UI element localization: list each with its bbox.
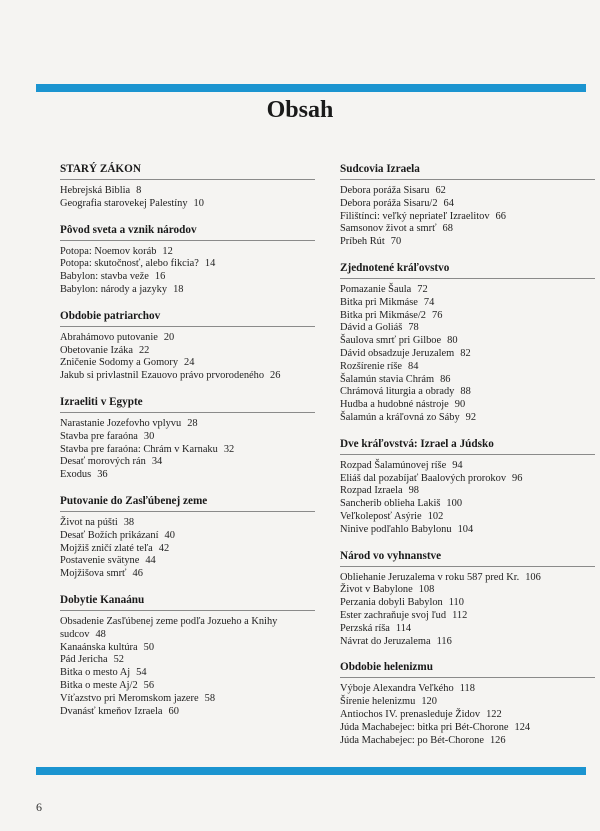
entry-title: Samsonov život a smrť — [340, 223, 437, 235]
entry-title: Potopa: Noemov koráb — [60, 245, 157, 257]
entry-title: Potopa: skutočnosť, alebo fikcia? — [60, 258, 199, 270]
toc-entry[interactable] — [60, 706, 315, 719]
toc-entry[interactable] — [340, 399, 595, 412]
toc-entry[interactable] — [340, 310, 595, 323]
toc-entry[interactable] — [60, 693, 315, 706]
entry-page-number: 18 — [173, 283, 184, 295]
toc-section-dve-kralovstva-izrael-a-judsko — [340, 438, 595, 537]
toc-entry[interactable] — [340, 722, 595, 735]
entry-page-number: 124 — [514, 721, 531, 733]
entry-title: Babylon: stavba veže — [60, 271, 149, 283]
entry-page-number: 82 — [460, 347, 471, 359]
toc-entry[interactable] — [340, 636, 595, 649]
entry-title: Bitka pri Mikmáse — [340, 296, 418, 308]
toc-section-sudcovia-izraela — [340, 163, 595, 249]
entry-page-number: 100 — [446, 498, 463, 510]
section-heading: Obdobie patriarchov — [60, 310, 315, 327]
entry-page-number: 24 — [184, 357, 195, 369]
entry-title: Ninive podľahlo Babylonu — [340, 523, 452, 535]
entry-page-number: 98 — [408, 485, 419, 497]
entry-page-number: 108 — [418, 584, 435, 596]
toc-section-stary-zakon — [60, 163, 315, 211]
entry-page-number: 52 — [113, 654, 124, 666]
entry-title: Stavba pre faraóna — [60, 430, 138, 442]
entry-page-number: 10 — [193, 197, 204, 209]
toc-entry[interactable] — [340, 412, 595, 425]
entry-page-number: 50 — [143, 641, 155, 653]
entry-page-number: 76 — [432, 309, 443, 321]
entry-page-number: 104 — [457, 523, 474, 535]
entry-title: Babylon: národy a jazyky — [60, 283, 168, 295]
entry-title: Debora poráža Sisaru — [340, 185, 430, 196]
entry-page-number: 72 — [417, 283, 428, 295]
entry-page-number: 20 — [163, 331, 175, 343]
toc-entry[interactable] — [60, 680, 315, 693]
entry-page-number: 36 — [97, 469, 108, 481]
toc-entry[interactable] — [340, 623, 595, 636]
entry-page-number: 62 — [435, 185, 446, 196]
entry-page-number: 28 — [187, 417, 198, 429]
entry-title: Sancherib oblieha Lakiš — [340, 498, 441, 510]
entry-page-number: 32 — [223, 443, 235, 455]
entry-title: Júda Machabejec: po Bét-Chorone — [340, 734, 484, 746]
toc-entry[interactable] — [340, 460, 595, 473]
toc-entry[interactable] — [340, 610, 595, 623]
entry-title: Zničenie Sodomy a Gomory — [60, 357, 179, 369]
entry-title: Desať Božích prikázaní — [60, 529, 159, 541]
toc-entry[interactable] — [60, 517, 315, 530]
entry-title: Antiochos IV. prenasleduje Židov — [340, 708, 481, 720]
toc-entry[interactable] — [60, 431, 315, 444]
entry-title: Návrat do Jeruzalema — [340, 635, 431, 647]
entry-title: Eliáš dal pozabíjať Baalových prorokov — [340, 472, 507, 484]
entry-page-number: 12 — [162, 245, 173, 257]
entry-page-number: 126 — [489, 734, 506, 746]
section-heading: Národ vo vyhnanstve — [340, 550, 595, 567]
toc-entry[interactable] — [340, 198, 595, 211]
toc-entry[interactable] — [60, 418, 315, 431]
entry-title: Kanaánska kultúra — [60, 641, 138, 653]
entry-page-number: 38 — [123, 516, 135, 528]
toc-section-zjednotene-kralovstvo — [340, 262, 595, 425]
entry-title: Rozpad Šalamúnovej ríše — [340, 459, 447, 471]
entry-page-number: 14 — [204, 258, 216, 270]
toc-entry[interactable] — [60, 543, 315, 556]
toc-left-column — [60, 163, 315, 731]
entry-page-number: 90 — [454, 399, 466, 411]
entry-title: Veľkoleposť Asýrie — [340, 510, 422, 522]
toc-entry[interactable] — [60, 370, 315, 383]
entry-title: Dvanásť kmeňov Izraela — [60, 705, 163, 717]
entry-page-number: 68 — [442, 223, 453, 235]
toc-entry[interactable] — [340, 284, 595, 297]
entry-page-number: 116 — [436, 635, 452, 647]
toc-entry[interactable] — [340, 361, 595, 374]
toc-entry[interactable] — [60, 284, 315, 297]
toc-entry[interactable] — [340, 236, 595, 249]
entry-title: Filištínci: veľký nepriateľ Izraelitov — [340, 210, 490, 222]
toc-entry[interactable] — [340, 524, 595, 537]
entry-page-number: 46 — [132, 568, 143, 580]
entry-title: Dávid a Goliáš — [340, 322, 403, 334]
entry-page-number: 60 — [168, 705, 179, 717]
toc-entry[interactable] — [340, 485, 595, 498]
entry-page-number: 96 — [512, 472, 523, 484]
entry-title: Hebrejská Biblia — [60, 185, 131, 196]
entry-title: Šaulova smrť pri Gilboe — [340, 335, 442, 347]
entry-title: Postavenie svätyne — [60, 555, 140, 567]
toc-entry[interactable] — [340, 322, 595, 335]
toc-section-obdobie-patriarchov — [60, 310, 315, 383]
toc-entry[interactable] — [340, 348, 595, 361]
toc-entry[interactable] — [340, 297, 595, 310]
entry-title: Chrámová liturgia a obrady — [340, 386, 455, 398]
entry-title: Debora poráža Sisaru/2 — [340, 197, 438, 209]
toc-entry[interactable] — [60, 357, 315, 370]
toc-entry[interactable] — [60, 444, 315, 457]
entry-page-number: 102 — [427, 510, 444, 522]
section-heading: Sudcovia Izraela — [340, 163, 595, 180]
toc-section-izraeliti-v-egypte — [60, 396, 315, 482]
entry-page-number: 26 — [270, 370, 281, 382]
toc-entry[interactable] — [60, 345, 315, 358]
entry-title: Pomazanie Šaula — [340, 283, 412, 295]
toc-entry[interactable] — [60, 271, 315, 284]
page-number: 6 — [36, 800, 42, 814]
entry-page-number: 30 — [143, 430, 155, 442]
entry-title: Jakub si privlastnil Ezauovo právo prvorodeného — [60, 370, 265, 382]
toc-entry[interactable] — [60, 246, 315, 259]
toc-entry[interactable] — [60, 258, 315, 271]
entry-title: Mojžišova smrť — [60, 568, 127, 580]
section-heading: Dve kráľovstvá: Izrael a Júdsko — [340, 438, 595, 455]
entry-title: Rozpad Izraela — [340, 485, 403, 497]
entry-title: Pád Jericha — [60, 654, 108, 666]
page-title: Obsah — [266, 97, 334, 123]
entry-page-number: 120 — [421, 696, 437, 708]
entry-title: Rozšírenie ríše — [340, 360, 403, 372]
toc-entry[interactable] — [340, 683, 595, 696]
entry-page-number: 84 — [408, 360, 419, 372]
entry-title: Bitka o meste Aj/2 — [60, 679, 138, 691]
toc-entry[interactable] — [340, 473, 595, 486]
entry-page-number: 34 — [151, 456, 163, 468]
entry-title: Abrahámovo putovanie — [60, 331, 158, 343]
entry-page-number: 56 — [143, 679, 155, 691]
entry-page-number: 78 — [408, 322, 419, 334]
entry-title: Exodus — [60, 469, 92, 481]
section-heading: Dobytie Kanaánu — [60, 594, 315, 611]
toc-entry[interactable] — [60, 667, 315, 680]
toc-section-putovanie-do-zaslubenej-zeme — [60, 495, 315, 581]
toc-entry[interactable] — [340, 511, 595, 524]
entry-title: Obsadenie Zasľúbenej zeme podľa Jozueho a Knihy sudcov — [60, 615, 278, 640]
entry-page-number: 54 — [136, 667, 147, 679]
entry-page-number: 118 — [459, 683, 475, 695]
entry-page-number: 58 — [204, 692, 216, 704]
entry-page-number: 16 — [154, 271, 166, 283]
entry-title: Šalamún a kráľovná zo Sáby — [340, 411, 460, 423]
toc-entry[interactable] — [340, 335, 595, 348]
toc-entry[interactable] — [60, 198, 315, 211]
entry-title: Víťazstvo pri Meromskom jazere — [60, 692, 199, 704]
entry-page-number: 114 — [395, 622, 412, 634]
entry-title: Bitka pri Mikmáse/2 — [340, 309, 427, 321]
entry-title: Júda Machabejec: bitka pri Bét-Chorone — [340, 721, 509, 733]
entry-title: Dávid obsadzuje Jeruzalem — [340, 347, 455, 359]
entry-title: Obliehanie Jeruzalema v roku 587 pred Kr. — [340, 571, 520, 583]
section-heading: STARÝ ZÁKON — [60, 163, 315, 180]
toc-entry[interactable] — [340, 498, 595, 511]
entry-page-number: 110 — [448, 597, 464, 609]
entry-title: Perzania dobyli Babylon — [340, 597, 443, 609]
section-heading: Izraeliti v Egypte — [60, 396, 315, 413]
toc-section-dobytie-kanaanu — [60, 594, 315, 718]
entry-title: Desať morových rán — [60, 456, 146, 468]
entry-title: Ester zachraňuje svoj ľud — [340, 609, 447, 621]
entry-page-number: 42 — [158, 542, 170, 554]
toc-entry[interactable] — [60, 616, 315, 642]
toc-section-povod-sveta-a-vznik-narodov — [60, 224, 315, 297]
entry-title: Perzská ríša — [340, 622, 390, 634]
entry-page-number: 66 — [495, 210, 506, 222]
top-blue-rule — [36, 84, 586, 92]
toc-entry[interactable] — [60, 642, 315, 655]
section-heading: Obdobie helenizmu — [340, 661, 595, 678]
toc-entry[interactable] — [340, 597, 595, 610]
entry-page-number: 8 — [136, 185, 142, 196]
entry-title: Šalamún stavia Chrám — [340, 373, 435, 385]
entry-title: Výboje Alexandra Veľkého — [340, 683, 454, 695]
toc-entry[interactable] — [340, 185, 595, 198]
entry-title: Hudba a hudobné nástroje — [340, 399, 449, 411]
entry-title: Šírenie helenizmu — [340, 696, 416, 708]
toc-entry[interactable] — [340, 211, 595, 224]
entry-title: Život na púšti — [60, 516, 118, 528]
entry-title: Obetovanie Izáka — [60, 344, 133, 356]
toc-entry[interactable] — [60, 530, 315, 543]
entry-page-number: 44 — [145, 555, 156, 567]
entry-page-number: 80 — [447, 335, 458, 347]
entry-page-number: 112 — [452, 609, 468, 621]
toc-entry[interactable] — [340, 374, 595, 387]
toc-entry[interactable] — [60, 555, 315, 568]
entry-page-number: 40 — [164, 529, 175, 541]
toc-entry[interactable] — [60, 332, 315, 345]
toc-entry[interactable] — [340, 735, 595, 748]
entry-title: Geografia starovekej Palestíny — [60, 197, 188, 209]
entry-title: Príbeh Rút — [340, 236, 385, 248]
toc-entry[interactable] — [340, 223, 595, 236]
entry-page-number: 92 — [465, 411, 477, 423]
toc-section-narod-vo-vyhnanstve — [340, 550, 595, 649]
section-heading: Putovanie do Zasľúbenej zeme — [60, 495, 315, 512]
toc-section-obdobie-helenizmu — [340, 661, 595, 747]
entry-page-number: 122 — [486, 708, 502, 720]
toc-entry[interactable] — [340, 572, 595, 585]
entry-title: Život v Babylone — [340, 584, 413, 596]
entry-page-number: 64 — [443, 197, 454, 209]
toc-entry[interactable] — [340, 584, 595, 597]
toc-entry[interactable] — [340, 709, 595, 722]
entry-page-number: 88 — [460, 386, 471, 398]
entry-page-number: 74 — [423, 296, 435, 308]
toc-right-column — [340, 163, 595, 760]
entry-title: Mojžiš zničí zlaté teľa — [60, 542, 153, 554]
toc-entry[interactable] — [60, 185, 315, 198]
bottom-blue-rule — [36, 767, 586, 775]
entry-title: Bitka o mesto Aj — [60, 667, 131, 679]
toc-entry[interactable] — [340, 386, 595, 399]
entry-title: Stavba pre faraóna: Chrám v Karnaku — [60, 443, 218, 455]
toc-entry[interactable] — [60, 654, 315, 667]
section-heading: Pôvod sveta a vznik národov — [60, 224, 315, 241]
entry-page-number: 106 — [525, 571, 541, 583]
toc-entry[interactable] — [60, 568, 315, 581]
entry-title: Narastanie Jozefovho vplyvu — [60, 417, 182, 429]
entry-page-number: 94 — [452, 459, 463, 471]
toc-entry[interactable] — [60, 469, 315, 482]
entry-page-number: 48 — [95, 628, 106, 640]
section-heading: Zjednotené kráľovstvo — [340, 262, 595, 279]
toc-entry[interactable] — [60, 456, 315, 469]
entry-page-number: 86 — [440, 373, 451, 385]
toc-entry[interactable] — [340, 696, 595, 709]
entry-page-number: 70 — [390, 236, 402, 248]
entry-page-number: 22 — [138, 344, 150, 356]
